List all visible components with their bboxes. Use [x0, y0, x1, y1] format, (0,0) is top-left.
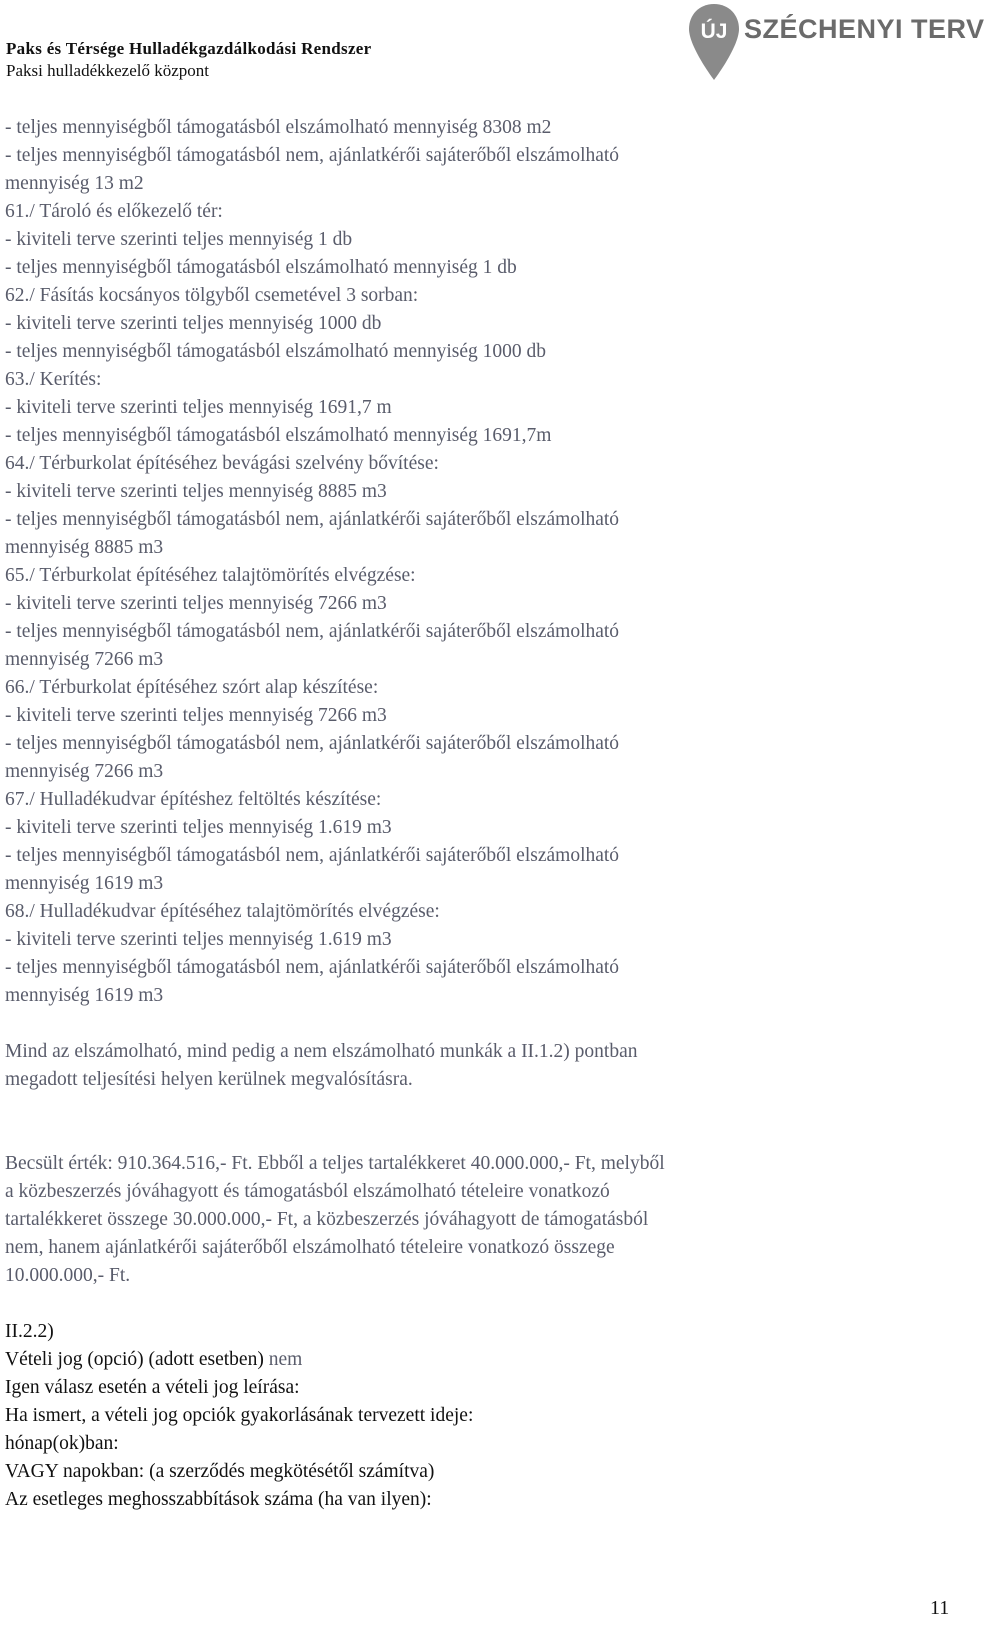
text-line: - teljes mennyiségből támogatásból elszámolható mennyiség 1691,7m [5, 425, 552, 446]
text-line: nem, hanem ajánlatkérői sajáterőből elszámolható tételeire vonatkozó összege [5, 1237, 615, 1258]
option-value: nem [268, 1349, 303, 1370]
text-line: 66./ Térburkolat építéséhez szórt alap készítése: [5, 677, 379, 698]
text-line: hónap(ok)ban: [5, 1433, 119, 1454]
text-line: - kiviteli terve szerinti teljes mennyiség 7266 m3 [5, 593, 387, 614]
szechenyi-terv-logo [686, 2, 985, 82]
text-line: 65./ Térburkolat építéséhez talajtömörítés elvégzése: [5, 565, 416, 586]
logo-text: SZÉCHENYI TERV [744, 14, 985, 44]
text-line: - teljes mennyiségből támogatásból nem, ajánlatkérői sajáterőből elszámolható [5, 621, 620, 642]
option-details [5, 1374, 945, 1514]
text-line: mennyiség 1619 m3 [5, 985, 164, 1006]
quantity-list [5, 114, 945, 1010]
text-line: - kiviteli terve szerinti teljes mennyiség 1000 db [5, 313, 382, 334]
text-line: a közbeszerzés jóváhagyott és támogatásból elszámolható tételeire vonatkozó [5, 1181, 610, 1202]
text-line: 63./ Kerítés: [5, 369, 102, 390]
text-line: - teljes mennyiségből támogatásból nem, ajánlatkérői sajáterőből elszámolható [5, 509, 620, 530]
text-line: 68./ Hulladékudvar építéséhez talajtömörítés elvégzése: [5, 901, 440, 922]
text-line: 61./ Tároló és előkezelő tér: [5, 201, 223, 222]
text-line: mennyiség 1619 m3 [5, 873, 164, 894]
text-line: VAGY napokban: (a szerződés megkötésétől számítva) [5, 1461, 435, 1482]
text-line: - kiviteli terve szerinti teljes mennyiség 8885 m3 [5, 481, 387, 502]
summary-paragraph [5, 1038, 945, 1094]
text-line: - kiviteli terve szerinti teljes mennyiség 1.619 m3 [5, 817, 392, 838]
organization-name [6, 38, 371, 82]
page-header [0, 0, 985, 110]
document-body [5, 114, 945, 1514]
text-line: - teljes mennyiségből támogatásból nem, ajánlatkérői sajáterőből elszámolható [5, 957, 620, 978]
text-line: megadott teljesítési helyen kerülnek megvalósításra. [5, 1069, 413, 1090]
text-line: Becsült érték: 910.364.516,- Ft. Ebből a teljes tartalékkeret 40.000.000,- Ft, melyből [5, 1153, 665, 1174]
text-line: tartalékkeret összege 30.000.000,- Ft, a közbeszerzés jóváhagyott de támogatásból [5, 1209, 649, 1230]
spacer [5, 1010, 945, 1038]
text-line: Mind az elszámolható, mind pedig a nem elszámolható munkák a II.1.2) pontban [5, 1041, 638, 1062]
text-line: mennyiség 8885 m3 [5, 537, 164, 558]
text-line: 67./ Hulladékudvar építéshez feltöltés készítése: [5, 789, 382, 810]
text-line: Az esetleges meghosszabbítások száma (ha van ilyen): [5, 1489, 432, 1510]
section-code: II.2.2) [5, 1321, 54, 1342]
text-line: - teljes mennyiségből támogatásból nem, ajánlatkérői sajáterőből elszámolható [5, 145, 620, 166]
option-label: Vételi jog (opció) (adott esetben) [5, 1349, 269, 1370]
text-line: - teljes mennyiségből támogatásból elszámolható mennyiség 8308 m2 [5, 117, 552, 138]
text-line: - teljes mennyiségből támogatásból nem, ajánlatkérői sajáterőből elszámolható [5, 733, 620, 754]
org-line-1: Paks és Térsége Hulladékgazdálkodási Rendszer [6, 39, 372, 58]
text-line: mennyiség 13 m2 [5, 173, 144, 194]
spacer [5, 1290, 945, 1318]
text-line: 62./ Fásítás kocsányos tölgyből csemetével 3 sorban: [5, 285, 419, 306]
text-line: - kiviteli terve szerinti teljes mennyiség 1.619 m3 [5, 929, 392, 950]
text-line: - teljes mennyiségből támogatásból elszámolható mennyiség 1 db [5, 257, 517, 278]
text-line: - kiviteli terve szerinti teljes mennyiség 7266 m3 [5, 705, 387, 726]
spacer [5, 1094, 945, 1122]
option-line [5, 1346, 945, 1374]
text-line: mennyiség 7266 m3 [5, 649, 164, 670]
text-line: - teljes mennyiségből támogatásból nem, ajánlatkérői sajáterőből elszámolható [5, 845, 620, 866]
org-line-2: Paksi hulladékkezelő központ [6, 61, 210, 80]
logo-badge: ÚJ [700, 20, 728, 43]
map-pin-icon [686, 2, 742, 82]
text-line: 64./ Térburkolat építéséhez bevágási szelvény bővítése: [5, 453, 439, 474]
text-line: - teljes mennyiségből támogatásból elszámolható mennyiség 1000 db [5, 341, 547, 362]
estimate-paragraph [5, 1150, 945, 1290]
text-line: - kiviteli terve szerinti teljes mennyiség 1691,7 m [5, 397, 392, 418]
spacer [5, 1122, 945, 1150]
text-line: mennyiség 7266 m3 [5, 761, 164, 782]
text-line: 10.000.000,- Ft. [5, 1265, 131, 1286]
text-line: - kiviteli terve szerinti teljes mennyiség 1 db [5, 229, 353, 250]
text-line: Igen válasz esetén a vételi jog leírása: [5, 1377, 300, 1398]
page-number: 11 [930, 1597, 950, 1619]
text-line: Ha ismert, a vételi jog opciók gyakorlásának tervezett ideje: [5, 1405, 474, 1426]
